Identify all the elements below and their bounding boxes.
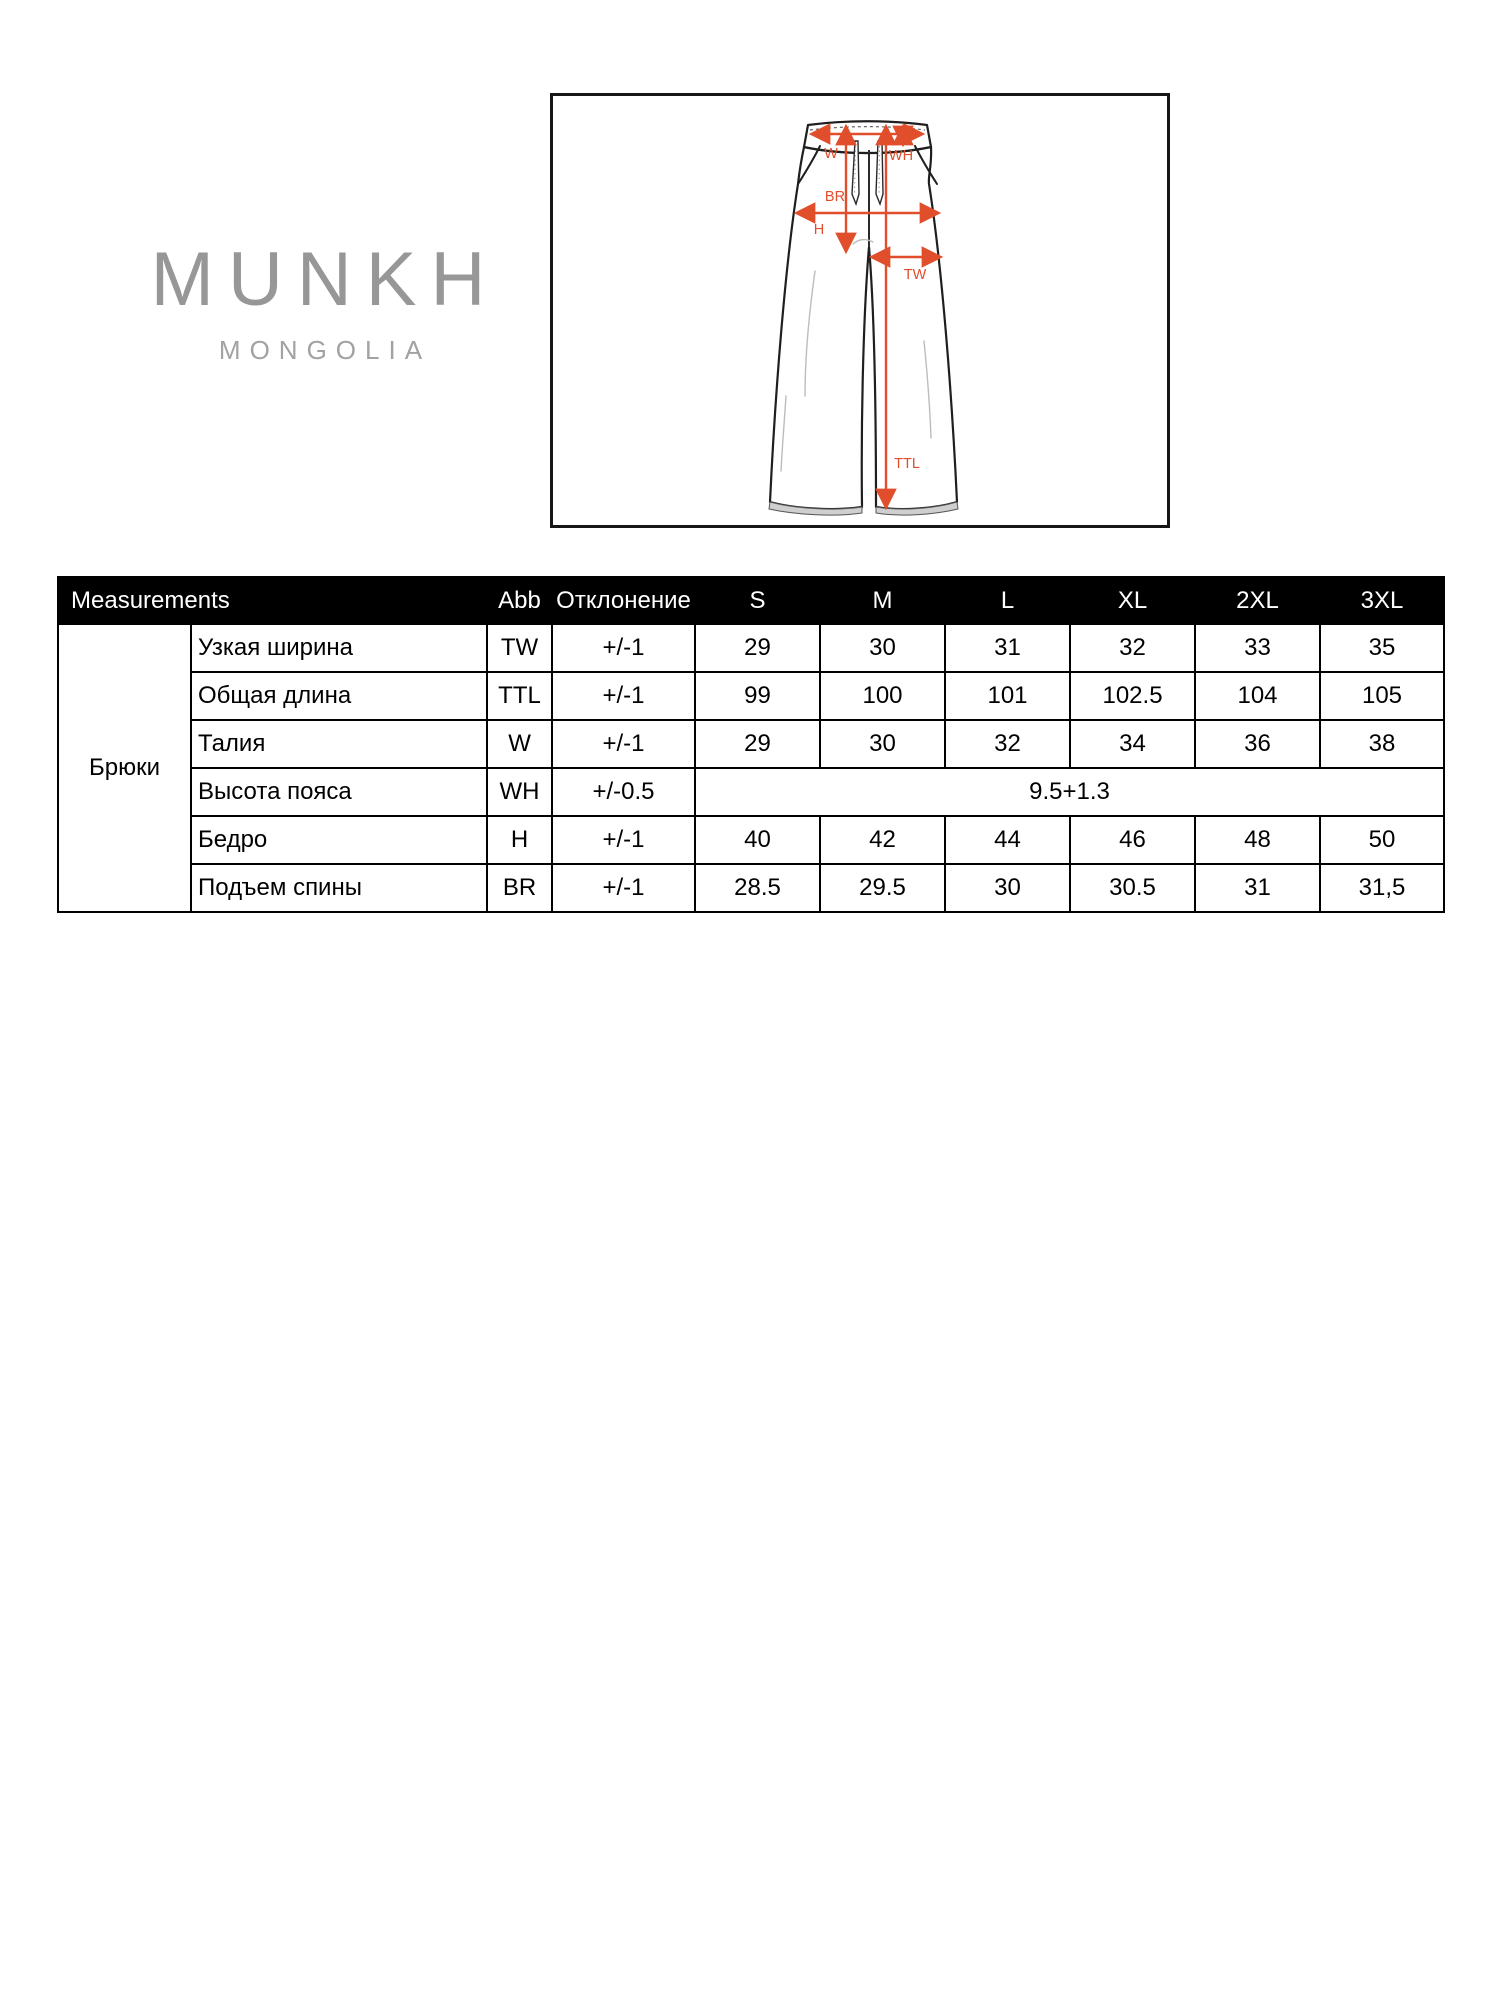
cell-value: 34 <box>1070 720 1195 768</box>
h-label: H <box>813 222 825 238</box>
header-measurements: Measurements <box>58 577 487 624</box>
wh-label: WH <box>888 148 914 164</box>
cell-value: 29 <box>695 624 820 672</box>
table-row <box>58 816 1444 864</box>
cell-value: 46 <box>1070 816 1195 864</box>
brand-name: MUNKH <box>150 237 500 322</box>
cell-name: Талия <box>191 720 487 768</box>
cell-name: Узкая ширина <box>191 624 487 672</box>
cell-abb: BR <box>487 864 552 912</box>
brand-logo <box>100 236 550 366</box>
table-row <box>58 672 1444 720</box>
cell-value: 101 <box>945 672 1070 720</box>
header-size-l: L <box>945 577 1070 624</box>
table-row <box>58 768 1444 816</box>
cell-name: Высота пояса <box>191 768 487 816</box>
cell-abb: TW <box>487 624 552 672</box>
header-abb: Abb <box>487 577 552 624</box>
cell-value: 32 <box>1070 624 1195 672</box>
w-label: W <box>824 146 838 162</box>
table-row <box>58 720 1444 768</box>
cell-tolerance: +/-1 <box>552 624 695 672</box>
cell-value: 105 <box>1320 672 1444 720</box>
cell-value: 30 <box>820 624 945 672</box>
cell-abb: WH <box>487 768 552 816</box>
cell-name: Бедро <box>191 816 487 864</box>
table-header-row <box>58 577 1444 624</box>
cell-value: 99 <box>695 672 820 720</box>
cell-name: Подъем спины <box>191 864 487 912</box>
cell-tolerance: +/-0.5 <box>552 768 695 816</box>
header-size-s: S <box>695 577 820 624</box>
header-size-m: M <box>820 577 945 624</box>
cell-abb: H <box>487 816 552 864</box>
tw-label: TW <box>903 267 927 283</box>
cell-name: Общая длина <box>191 672 487 720</box>
pants-drawing-svg <box>553 96 1167 525</box>
cell-value: 29 <box>695 720 820 768</box>
ttl-label: TTL <box>894 456 920 472</box>
cell-tolerance: +/-1 <box>552 672 695 720</box>
cell-value: 31 <box>945 624 1070 672</box>
cell-value: 33 <box>1195 624 1320 672</box>
cell-value: 31,5 <box>1320 864 1444 912</box>
cell-abb: W <box>487 720 552 768</box>
cell-value: 30.5 <box>1070 864 1195 912</box>
header-deviation: Отклонение <box>552 577 695 624</box>
cell-value: 40 <box>695 816 820 864</box>
cell-value: 36 <box>1195 720 1320 768</box>
cell-value: 31 <box>1195 864 1320 912</box>
brand-subtitle: MONGOLIA <box>218 335 432 365</box>
br-label: BR <box>824 189 846 205</box>
cell-value: 38 <box>1320 720 1444 768</box>
cell-tolerance: +/-1 <box>552 864 695 912</box>
cell-value: 48 <box>1195 816 1320 864</box>
pants-diagram-box <box>550 93 1170 528</box>
cell-value: 30 <box>945 864 1070 912</box>
cell-value: 29.5 <box>820 864 945 912</box>
measurements-table <box>57 576 1445 913</box>
table-row <box>58 864 1444 912</box>
header-size-xl: XL <box>1070 577 1195 624</box>
cell-value: 44 <box>945 816 1070 864</box>
cell-value: 42 <box>820 816 945 864</box>
cell-merged-value: 9.5+1.3 <box>695 768 1444 816</box>
group-label: Брюки <box>58 624 191 912</box>
header-size-3xl: 3XL <box>1320 577 1444 624</box>
cell-value: 50 <box>1320 816 1444 864</box>
cell-value: 32 <box>945 720 1070 768</box>
cell-value: 104 <box>1195 672 1320 720</box>
table-row <box>58 624 1444 672</box>
cell-value: 102.5 <box>1070 672 1195 720</box>
cell-abb: TTL <box>487 672 552 720</box>
cell-value: 30 <box>820 720 945 768</box>
cell-tolerance: +/-1 <box>552 816 695 864</box>
cell-value: 100 <box>820 672 945 720</box>
pants-outline <box>770 121 957 509</box>
cell-value: 35 <box>1320 624 1444 672</box>
cell-tolerance: +/-1 <box>552 720 695 768</box>
header-size-2xl: 2XL <box>1195 577 1320 624</box>
cell-value: 28.5 <box>695 864 820 912</box>
